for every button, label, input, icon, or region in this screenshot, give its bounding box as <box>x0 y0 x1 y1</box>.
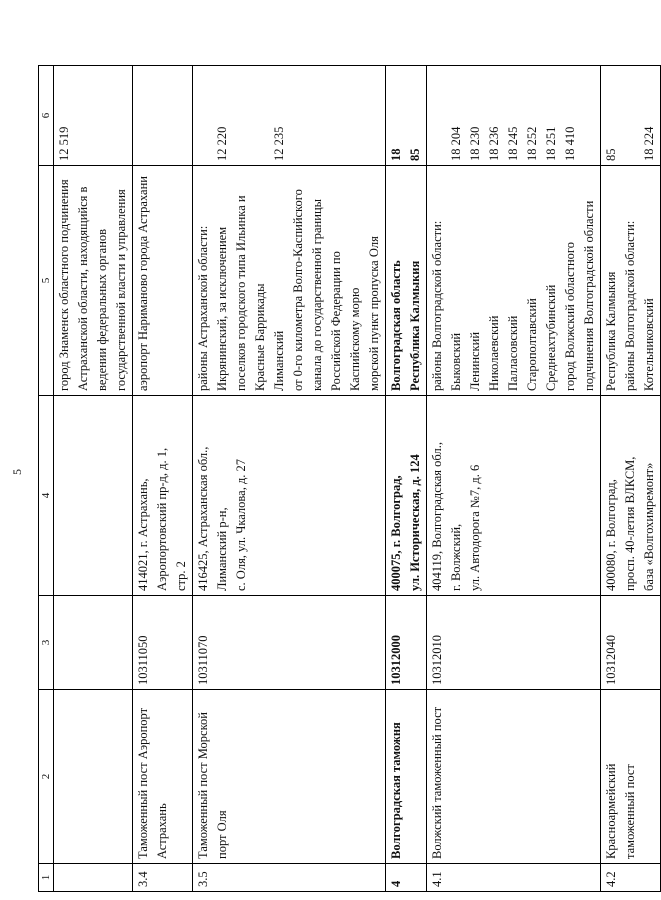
cell-line: с. Оля, ул. Чкалова, д. 27 <box>234 458 248 591</box>
territory-cell <box>427 166 601 396</box>
cell-line: Лиманский р-н, <box>215 507 229 591</box>
cell-line: город Волжский областного <box>563 242 577 391</box>
cell-line: 18 <box>389 148 403 161</box>
cell-line: Республика Калмыкия <box>408 260 422 391</box>
cell-line <box>194 70 213 161</box>
territory-cell <box>386 166 427 396</box>
post-name-cell: Таможенный пост Аэропорт Астрахань <box>133 690 193 864</box>
cell-line <box>428 70 447 161</box>
cell-line: Старополтавский <box>525 298 539 391</box>
post-name-cell: Волгоградская таможня <box>386 690 427 864</box>
cell-line: Лиманский <box>272 330 286 391</box>
table-row <box>427 66 601 892</box>
post-name-cell: Таможенный пост Морской порт Оля <box>193 690 386 864</box>
cell-line <box>232 70 251 161</box>
cell-line: Ленинский <box>468 331 482 391</box>
cell-line: районы Волгоградской области: <box>430 220 444 391</box>
cell-line: Котельниковский <box>642 298 656 391</box>
row-number-cell <box>54 864 133 892</box>
row-number-cell: 3.5 <box>193 864 386 892</box>
column-number: 4 <box>39 396 54 596</box>
page-number: 5 <box>10 469 24 475</box>
cell-line <box>327 70 346 161</box>
row-number-cell: 4 <box>386 864 427 892</box>
cell-line: Волгоградская область <box>389 260 403 391</box>
cell-line: районы Астраханской области: <box>196 225 210 391</box>
cell-line: ул. Историческая, д. 124 <box>408 454 422 591</box>
cell-line: поселков городского типа Ильинка и <box>234 195 248 391</box>
cell-line: 85 <box>604 148 618 161</box>
cell-line: Быковский <box>449 332 463 391</box>
territory-cell <box>193 166 386 396</box>
cell-line: 18 410 <box>563 126 577 161</box>
cell-line: 414021, г. Астрахань, <box>136 478 150 591</box>
cell-line: стр. 2 <box>174 561 188 591</box>
post-name-cell: Волжский таможенный пост <box>427 690 601 864</box>
cell-line: ул. Автодорога №7, д. 6 <box>468 464 482 591</box>
cell-line: база «Волгохимремонт» <box>642 462 656 591</box>
table-row <box>133 66 193 892</box>
post-code-cell <box>54 596 133 690</box>
cell-line: аэропорт Нариманово города Астрахани <box>136 176 150 391</box>
okato-cell <box>193 66 386 166</box>
column-number: 6 <box>39 66 54 166</box>
column-number: 3 <box>39 596 54 690</box>
table-row <box>193 66 386 892</box>
rotated-document <box>38 66 656 892</box>
column-number-row <box>39 66 54 892</box>
cell-line: Среднеахтубинский <box>544 284 558 391</box>
address-cell <box>193 396 386 596</box>
territory-cell <box>54 166 133 396</box>
cell-line: 12 519 <box>57 126 71 161</box>
cell-line: Красные Баррикады <box>253 283 267 391</box>
territory-cell <box>133 166 193 396</box>
post-code-cell: 10312000 <box>386 596 427 690</box>
post-name-cell <box>54 690 133 864</box>
row-number-cell: 3.4 <box>133 864 193 892</box>
customs-posts-table <box>38 65 661 892</box>
cell-line: 416425, Астраханская обл., <box>196 446 210 591</box>
cell-line: г. Волжский, <box>449 523 463 591</box>
cell-line: от 0-го километра Волго-Каспийского <box>291 189 305 391</box>
cell-line: 404119, Волгоградская обл., <box>430 442 444 591</box>
cell-line <box>251 70 270 161</box>
cell-line: 18 230 <box>468 126 482 161</box>
address-cell <box>427 396 601 596</box>
cell-line: город Знаменск областного подчинения Астраханской области, находящийся в ведении федеральных органов государственной власти и управления <box>57 179 128 391</box>
address-cell <box>54 396 133 596</box>
okato-cell <box>601 66 661 166</box>
row-number-cell: 4.1 <box>427 864 601 892</box>
table-row <box>386 66 427 892</box>
cell-line <box>580 70 599 161</box>
cell-line: 12 235 <box>272 126 286 161</box>
column-number: 5 <box>39 166 54 396</box>
cell-line: 85 <box>408 148 422 161</box>
cell-line: подчинения Волгоградской области <box>582 200 596 391</box>
okato-cell <box>54 66 133 166</box>
cell-line: 18 245 <box>506 126 520 161</box>
cell-line: Каспийскому морю <box>348 287 362 391</box>
cell-line: Икрянинский, за исключением <box>215 226 229 391</box>
cell-line <box>621 70 640 161</box>
cell-line: 12 220 <box>215 126 229 161</box>
cell-line <box>289 70 308 161</box>
okato-cell <box>133 66 193 166</box>
cell-line: 400080, г. Волгоград, <box>604 479 618 591</box>
territory-cell <box>601 166 661 396</box>
cell-line: Николаевский <box>487 315 501 391</box>
cell-line: 18 224 <box>642 126 656 161</box>
okato-cell <box>427 66 601 166</box>
column-number: 1 <box>39 864 54 892</box>
cell-line: 18 251 <box>544 126 558 161</box>
table-row <box>54 66 133 892</box>
okato-cell <box>386 66 427 166</box>
cell-line: морской пункт пропуска Оля <box>367 236 381 391</box>
cell-line: 400075, г. Волгоград, <box>389 475 403 591</box>
cell-line: Палласовский <box>506 315 520 391</box>
table-row <box>601 66 661 892</box>
cell-line <box>365 70 384 161</box>
cell-line <box>134 70 153 161</box>
cell-line: канала до государственной границы <box>310 198 324 391</box>
column-number: 2 <box>39 690 54 864</box>
cell-line: Республика Калмыкия <box>604 271 618 391</box>
post-code-cell: 10311050 <box>133 596 193 690</box>
cell-line: 18 236 <box>487 126 501 161</box>
cell-line <box>346 70 365 161</box>
address-cell <box>386 396 427 596</box>
cell-line: Российской Федерации по <box>329 251 343 391</box>
cell-line: 18 252 <box>525 126 539 161</box>
address-cell <box>601 396 661 596</box>
cell-line: районы Волгоградской области: <box>623 220 637 391</box>
post-code-cell: 10312040 <box>601 596 661 690</box>
cell-line: просп. 40-летия ВЛКСМ, <box>623 456 637 591</box>
cell-line: 18 204 <box>449 126 463 161</box>
post-name-cell: Красноармейский таможенный пост <box>601 690 661 864</box>
post-code-cell: 10312010 <box>427 596 601 690</box>
row-number-cell: 4.2 <box>601 864 661 892</box>
address-cell <box>133 396 193 596</box>
post-code-cell: 10311070 <box>193 596 386 690</box>
cell-line <box>308 70 327 161</box>
cell-line: Аэропортовский пр-д, д. 1, <box>155 447 169 591</box>
